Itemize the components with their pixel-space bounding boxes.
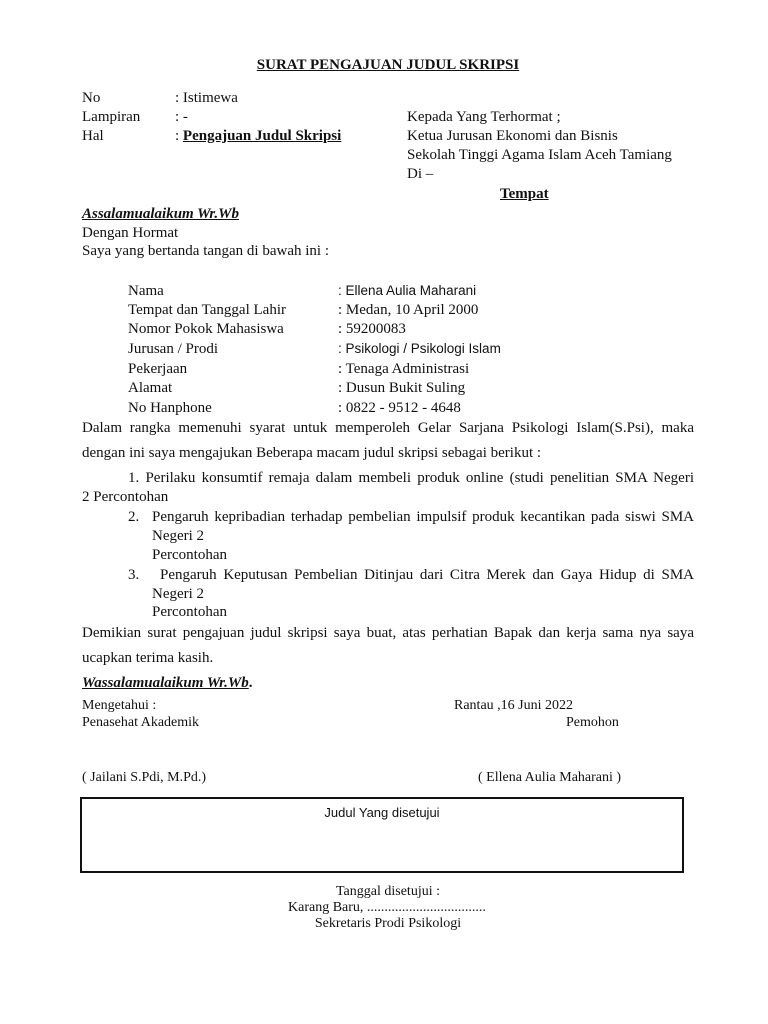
- detail-label: Tempat dan Tanggal Lahir: [128, 302, 286, 318]
- recipient-place: Tempat: [500, 186, 549, 202]
- detail-label: Jurusan / Prodi: [128, 341, 218, 357]
- recipient-line-1: Kepada Yang Terhormat ;: [407, 109, 561, 125]
- list-item-2-line: Negeri 2: [152, 528, 205, 544]
- detail-label: Pekerjaan: [128, 361, 188, 377]
- opening-line-2: Saya yang bertanda tangan di bawah ini :: [82, 243, 330, 259]
- list-item-1-line: 1. Perilaku konsumtif remaja dalam membeli produk online (studi penelitian SMA Negeri: [128, 470, 694, 486]
- list-item-3-line: Negeri 2: [152, 586, 205, 602]
- farewell-text: Wassalamualaikum Wr.Wb: [82, 675, 249, 691]
- applicant-name: ( Ellena Aulia Maharani ): [478, 770, 622, 785]
- detail-label: Nomor Pokok Mahasiswa: [128, 321, 284, 337]
- recipient-line-4: Di –: [407, 166, 434, 182]
- greeting: Assalamualaikum Wr.Wb: [82, 206, 240, 222]
- list-item-2-number: 2.: [128, 509, 140, 525]
- recipient-line-3: Sekolah Tinggi Agama Islam Aceh Tamiang: [407, 147, 672, 163]
- document-title: SURAT PENGAJUAN JUDUL SKRIPSI: [256, 57, 520, 73]
- paragraph-line: dengan ini saya mengajukan Beberapa macam judul skripsi sebagai berikut :: [82, 445, 542, 461]
- lampiran-value: : -: [175, 109, 188, 125]
- opening-line-1: Dengan Hormat: [82, 225, 179, 241]
- approval-date-label: Tanggal disetujui :: [335, 884, 440, 899]
- no-label: No: [82, 90, 101, 106]
- detail-value: : 59200083: [338, 321, 406, 337]
- recipient-line-2: Ketua Jurusan Ekonomi dan Bisnis: [407, 128, 618, 144]
- approval-signer: Sekretaris Prodi Psikologi: [314, 916, 462, 931]
- no-value: : Istimewa: [175, 90, 238, 106]
- list-item-1-line: 2 Percontohan: [82, 489, 169, 505]
- list-item-2-line: Pengaruh kepribadian terhadap pembelian impulsif produk kecantikan pada siswi SMA: [152, 509, 694, 525]
- detail-value: : Tenaga Administrasi: [338, 361, 470, 377]
- approval-place-line: Karang Baru, ..................................: [288, 900, 486, 915]
- detail-label: Nama: [128, 283, 164, 299]
- paragraph-line: Dalam rangka memenuhi syarat untuk memperoleh Gelar Sarjana Psikologi Islam(S.Psi), maka: [82, 420, 694, 436]
- hal-value: Pengajuan Judul Skripsi: [182, 128, 342, 144]
- list-item-3-number: 3.: [128, 567, 140, 583]
- place-date: Rantau ,16 Juni 2022: [454, 698, 573, 713]
- detail-value: : Psikologi / Psikologi Islam: [338, 341, 501, 356]
- hal-colon: :: [175, 128, 183, 144]
- list-item-3-line: Pengaruh Keputusan Pembelian Ditinjau dari Citra Merek dan Gaya Hidup di SMA: [160, 567, 694, 583]
- detail-value: : 0822 - 9512 - 4648: [338, 400, 461, 416]
- detail-label: Alamat: [128, 380, 173, 396]
- lampiran-label: Lampiran: [82, 109, 141, 125]
- hal-field: [175, 127, 341, 145]
- approved-title-label: Judul Yang disetujui: [324, 805, 440, 820]
- acknowledged-label: Mengetahui :: [82, 698, 157, 713]
- detail-label: No Hanphone: [128, 400, 212, 416]
- closing-line: ucapkan terima kasih.: [82, 650, 214, 666]
- approved-title-box: [80, 797, 684, 873]
- closing-line: Demikian surat pengajuan judul skripsi saya buat, atas perhatian Bapak dan kerja sama nya saya: [82, 625, 694, 641]
- list-item-2-line: Percontohan: [152, 547, 227, 563]
- detail-value: : Medan, 10 April 2000: [338, 302, 479, 318]
- advisor-title: Penasehat Akademik: [82, 715, 200, 730]
- list-item-3-line: Percontohan: [152, 604, 227, 620]
- detail-value: : Dusun Bukit Suling: [338, 380, 466, 396]
- farewell: [82, 674, 252, 692]
- farewell-dot: .: [248, 675, 253, 691]
- hal-label: Hal: [82, 128, 104, 144]
- applicant-title: Pemohon: [566, 715, 619, 730]
- advisor-name: ( Jailani S.Pdi, M.Pd.): [82, 770, 207, 785]
- detail-value: : Ellena Aulia Maharani: [338, 283, 477, 298]
